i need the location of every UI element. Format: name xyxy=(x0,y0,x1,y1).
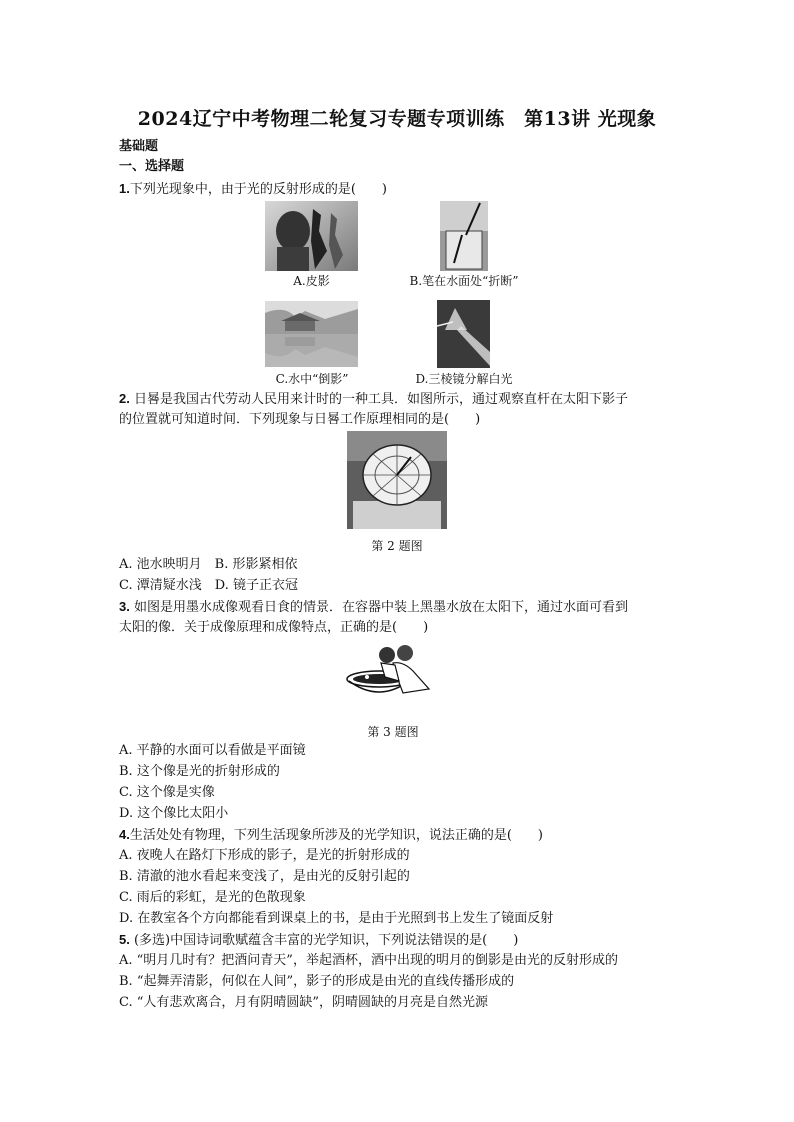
question-2 xyxy=(119,390,628,409)
question-2-options-2: C. 潭清疑水浅 D. 镜子正衣冠 xyxy=(119,578,298,593)
page-title: 2024辽宁中考物理二轮复习专题专项训练 第13讲 光现象 xyxy=(137,108,657,130)
question-1 xyxy=(119,180,387,199)
question-5-option-b: B. “起舞弄清影，何似在人间”，影子的形成是由光的直线传播形成的 xyxy=(119,974,515,989)
question-3-line-2: 太阳的像．关于成像原理和成像特点，正确的是( ) xyxy=(119,620,429,635)
ink-basin-children-illustration xyxy=(343,641,439,701)
question-3-option-b: B. 这个像是光的折射形成的 xyxy=(119,764,280,779)
pen-in-water-photo xyxy=(440,201,488,271)
question-3-option-d: D. 这个像比太阳小 xyxy=(119,806,229,821)
question-4-option-c: C. 雨后的彩虹，是光的色散现象 xyxy=(119,890,306,905)
question-3-option-c: C. 这个像是实像 xyxy=(119,785,215,800)
caption-b: B.笔在水面处“折断” xyxy=(409,274,519,288)
question-4 xyxy=(119,826,543,845)
question-stem: (多选)中国诗词歌赋蕴含丰富的光学知识，下列说法错误的是( ) xyxy=(129,933,519,948)
question-number: 3. xyxy=(119,599,130,614)
question-number: 2. xyxy=(119,391,130,406)
caption-a: A.皮影 xyxy=(293,274,330,288)
section-heading: 基础题 xyxy=(119,139,159,154)
caption-d: D.三棱镜分解白光 xyxy=(415,372,513,386)
question-stem: 如图是用墨水成像观看日食的情景．在容器中装上黑墨水放在太阳下，通过水面可看到 xyxy=(129,600,628,615)
question-4-option-b: B. 清澈的池水看起来变浅了，是由光的反射引起的 xyxy=(119,869,410,884)
question-2-line-2: 的位置就可知道时间．下列现象与日晷工作原理相同的是( ) xyxy=(119,412,481,427)
question-stem: 日晷是我国古代劳动人民用来计时的一种工具．如图所示，通过观察直杆在太阳下影子 xyxy=(129,392,628,407)
figure-3-caption: 第 3 题图 xyxy=(367,725,419,739)
part-heading: 一、选择题 xyxy=(119,159,185,174)
question-number: 5. xyxy=(119,932,130,947)
question-stem: 生活处处有物理，下列生活现象所涉及的光学知识，说法正确的是( ) xyxy=(129,828,543,843)
question-number: 4. xyxy=(119,827,130,842)
question-number: 1. xyxy=(119,181,130,196)
question-stem: 下列光现象中，由于光的反射形成的是( ) xyxy=(129,182,387,197)
question-5-option-a: A. “明月几时有？把酒问青天”，举起酒杯，酒中出现的明月的倒影是由光的反射形成的 xyxy=(119,953,618,968)
question-2-options-1: A. 池水映明月 B. 形影紧相依 xyxy=(119,557,298,572)
figure-2-caption: 第 2 题图 xyxy=(371,539,423,553)
shadow-puppet-photo xyxy=(265,201,358,271)
question-3-option-a: A. 平静的水面可以看做是平面镜 xyxy=(119,743,306,758)
sundial-photo xyxy=(347,431,447,529)
caption-c: C.水中“倒影” xyxy=(275,372,349,386)
question-3 xyxy=(119,598,628,617)
question-5 xyxy=(119,931,518,950)
prism-photo xyxy=(437,300,490,368)
question-5-option-c: C. “人有悲欢离合，月有阴晴圆缺”，阴晴圆缺的月亮是自然光源 xyxy=(119,995,489,1010)
water-reflection-photo xyxy=(265,301,358,367)
question-4-option-a: A. 夜晚人在路灯下形成的影子，是光的折射形成的 xyxy=(119,848,410,863)
question-4-option-d: D. 在教室各个方向都能看到课桌上的书，是由于光照到书上发生了镜面反射 xyxy=(119,911,554,926)
